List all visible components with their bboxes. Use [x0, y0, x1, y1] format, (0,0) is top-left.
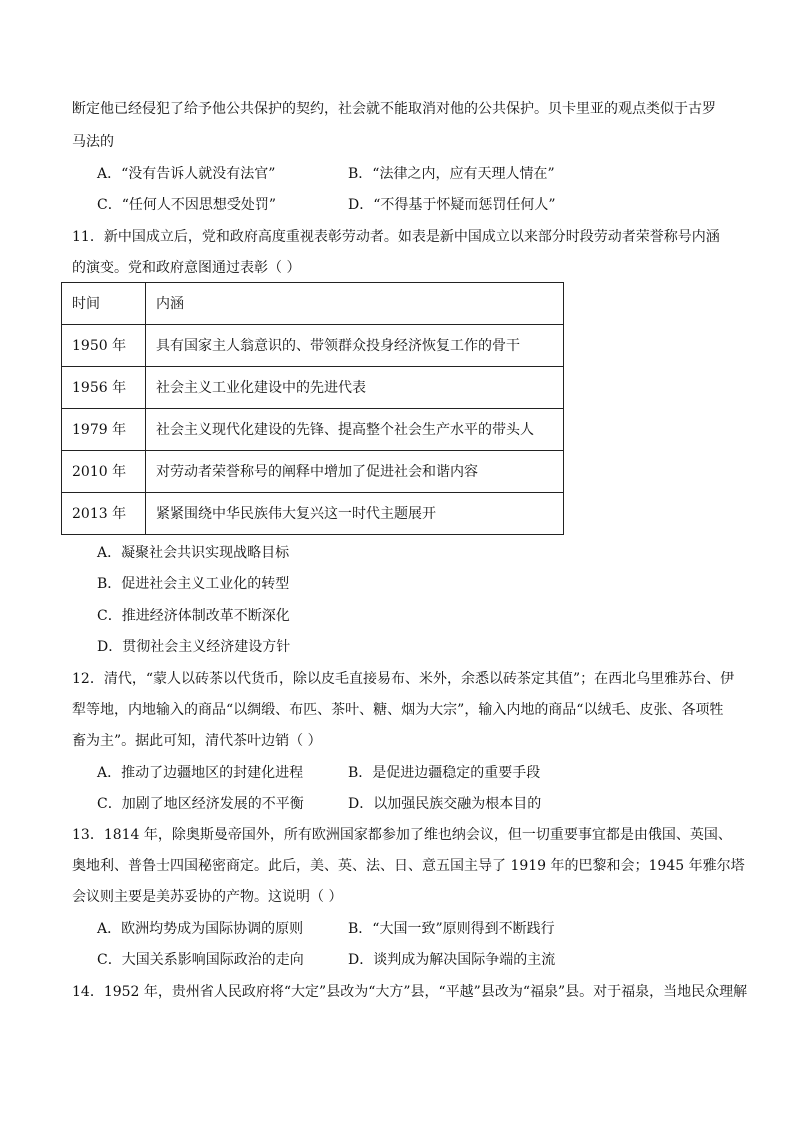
q10-option-b: B．“法律之内，应有天理人情在” [348, 166, 555, 182]
q13-option-d: D．谈判成为解决国际争端的主流 [348, 952, 556, 968]
table-cell-year: 2013 年 [62, 493, 146, 535]
q12-text-line: 犁等地，内地输入的商品“以绸缎、布匹、茶叶、糖、烟为大宗”，输入内地的商品“以绒毛、皮张、各项牲 [72, 702, 724, 718]
q10-option-c: C．“任何人不因思想受处罚” [97, 197, 277, 213]
q11-text-line: 的演变。党和政府意图通过表彰（ ） [72, 260, 301, 276]
q13-text-line: 13．1814 年，除奥斯曼帝国外，所有欧洲国家都参加了维也纳会议，但一切重要事宜都是由俄国、英国、 [72, 827, 732, 843]
q13-text-line: 奥地利、普鲁士四国秘密商定。此后，美、英、法、日、意五国主导了 1919 年的巴黎和会；1945 年雅尔塔 [72, 858, 745, 874]
q11-option-c: C．推进经济体制改革不断深化 [97, 608, 290, 624]
table-cell-meaning: 对劳动者荣誉称号的阐释中增加了促进社会和谐内容 [146, 451, 564, 493]
q10-text-line: 马法的 [72, 134, 114, 150]
table-cell-meaning: 社会主义工业化建设中的先进代表 [146, 367, 564, 409]
q12-option-c: C．加剧了地区经济发展的不平衡 [97, 796, 304, 812]
q12-text-line: 12．清代，“蒙人以砖茶以代货币，除以皮毛直接易布、米外，余悉以砖茶定其值”；在西北乌里雅苏台、伊 [72, 671, 735, 687]
q10-option-a: A．“没有告诉人就没有法官” [97, 166, 276, 182]
table-row [62, 325, 564, 367]
table-header-row [62, 283, 564, 325]
q11-option-b: B．促进社会主义工业化的转型 [97, 576, 290, 592]
q13-option-c: C．大国关系影响国际政治的走向 [97, 952, 304, 968]
table-row [62, 367, 564, 409]
q11-option-d: D．贯彻社会主义经济建设方针 [97, 639, 291, 655]
q12-option-d: D．以加强民族交融为根本目的 [348, 796, 542, 812]
q10-text-line: 断定他已经侵犯了给予他公共保护的契约，社会就不能取消对他的公共保护。贝卡里亚的观点类似于古罗 [72, 101, 716, 117]
q11-option-a: A．凝聚社会共识实现战略目标 [97, 545, 290, 561]
q10-option-d: D．“不得基于怀疑而惩罚任何人” [348, 197, 556, 213]
q11-table [61, 282, 564, 535]
table-cell-year: 1979 年 [62, 409, 146, 451]
table-row [62, 409, 564, 451]
table-cell-year: 2010 年 [62, 451, 146, 493]
q14-text-line: 14．1952 年，贵州省人民政府将“大定”县改为“大方”县，“平越”县改为“福泉”县。对于福泉，当地民众理解 [72, 984, 748, 1000]
q12-option-b: B．是促进边疆稳定的重要手段 [348, 765, 541, 781]
q13-option-b: B．“大国一致”原则得到不断践行 [348, 921, 555, 937]
q12-text-line: 畜为主”。据此可知，清代茶叶边销（ ） [72, 733, 322, 749]
table-header-cell: 时间 [62, 283, 146, 325]
table-row [62, 493, 564, 535]
q12-option-a: A．推动了边疆地区的封建化进程 [97, 765, 304, 781]
table-cell-meaning: 社会主义现代化建设的先锋、提高整个社会生产水平的带头人 [146, 409, 564, 451]
table-cell-meaning: 具有国家主人翁意识的、带领群众投身经济恢复工作的骨干 [146, 325, 564, 367]
table-cell-meaning: 紧紧围绕中华民族伟大复兴这一时代主题展开 [146, 493, 564, 535]
q13-option-a: A．欧洲均势成为国际协调的原则 [97, 921, 304, 937]
q13-text-line: 会议则主要是美苏妥协的产物。这说明（ ） [72, 889, 343, 905]
table-header-cell: 内涵 [146, 283, 564, 325]
q11-text-line: 11．新中国成立后，党和政府高度重视表彰劳动者。如表是新中国成立以来部分时段劳动者荣誉称号内涵 [72, 229, 720, 245]
table-cell-year: 1950 年 [62, 325, 146, 367]
table-row [62, 451, 564, 493]
table-cell-year: 1956 年 [62, 367, 146, 409]
